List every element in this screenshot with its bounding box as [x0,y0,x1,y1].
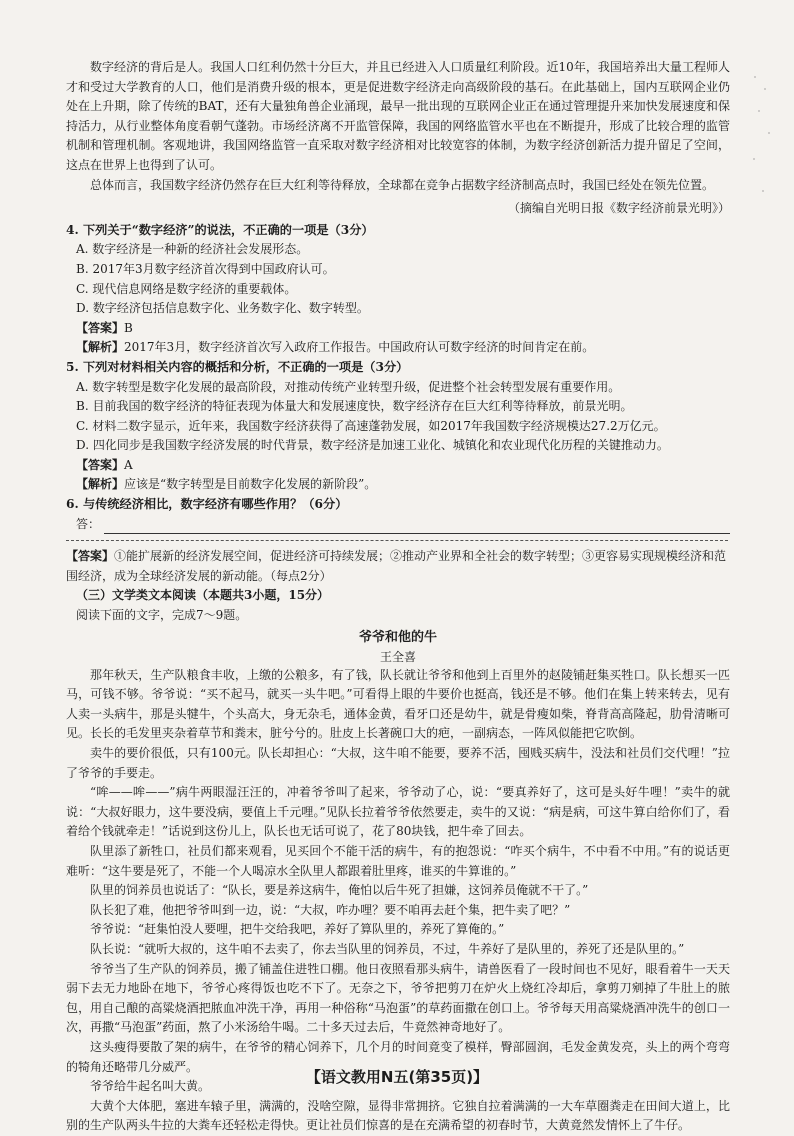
answer-value: B [124,320,133,335]
story-paragraph: 这头瘦得要散了架的病牛，在爷爷的精心饲养下，几个月的时间竟变了模样，臀部圆润，毛发金黄发亮，头上的两个弯弯的犄角还略带几分威严。 [66,1039,730,1074]
question-4-option-a: A. 数字经济是一种新的经济社会发展形态。 [76,242,309,257]
answer-blank [104,518,730,534]
story-paragraph: 爷爷当了生产队的饲养员，搬了铺盖住进牲口棚。他日夜照看那头病牛，请兽医看了一段时间也不见好，眼看着牛一天天弱下去无力地卧在地下，爷爷心疼得饭也吃不下了。无奈之下，爷爷把剪刀在炉火上烧红冷却后，拿剪刀剜掉了牛肚上的脓包，用自己酿的高粱烧酒把脓血冲洗干净，再用一种俗称“马泡蛋”的草药面撒在创口上。爷爷每天用高粱烧酒冲洗牛的创口一次，再撒“马泡蛋”药面，熬了小米汤给牛喝。二十多天过去后，牛竟然神奇地好了。 [66,961,730,1035]
story-paragraph: 那年秋天，生产队粮食丰收，上缴的公粮多，有了钱，队长就让爷爷和他到上百里外的赵陵铺赶集买牲口。队长想买一匹马，可钱不够。爷爷说：“买不起马，就买一头牛吧。”可看得上眼的牛要价也挺高，钱还是不够。他们在集上转来转去，见有人卖一头病牛，那是头犍牛，个头高大，身无杂毛，通体金黄，看牙口还是幼牛，就是骨瘦如柴，脊背高高隆起，肋骨清晰可见。长长的毛发里夹杂着草节和粪末，脏兮兮的。肚皮上长著碗口大的疤，一副病态，一阵风似能把它吹倒。 [66,667,730,741]
answer-tag: 【答案】 [76,320,125,335]
question-5-option-c: C. 材料二数字显示，近年来，我国数字经济获得了高速蓬勃发展，如2017年我国数字经济规模达27.2万亿元。 [76,418,666,433]
story-paragraph: 爷爷说：“赶集怕没人要哩，把牛交给我吧，养好了算队里的，养死了算俺的。” [90,922,505,937]
question-5-analysis [66,475,730,495]
question-5 [66,358,730,495]
question-6-stem: 6. 与传统经济相比，数字经济有哪些作用？（6分） [66,497,348,512]
analysis-text: 2017年3月，数字经济首次写入政府工作报告。中国政府认可数字经济的时间肯定在前。 [124,340,595,355]
question-5-option-d: D. 四化同步是我国数字经济发展的时代背景，数字经济是加速工业化、城镇化和农业现代化历程的关键推动力。 [76,438,669,453]
question-4-option-b: B. 2017年3月数字经济首次得到中国政府认可。 [76,261,335,276]
analysis-tag: 【解析】 [76,477,125,492]
page-footer [0,1066,794,1087]
divider [66,540,728,541]
answer-label: 答： [76,516,101,531]
question-6 [66,495,730,586]
article-paragraph-1: 数字经济的背后是人。我国人口红利仍然十分巨大，并且已经进入人口质量红利阶段。近10年，我国培养出大量工程师人才和受过大学教育的人口，他们是消费升级的根本，更是促进数字经济走向高级阶段的基石。在此基础上，国内互联网企业仍处在上升期，除了传统的BAT，还有大量独角兽企业涌现，最早一批出现的互联网企业正在通过管理提升来加快发展速度和保持活力，从行业整体角度看朝气蓬勃。市场经济离不开监管保障，我国的网络监管水平也在不断提升，形成了比较合理的监管机制和管理机制。客观地讲，我国网络监管一直采取对数字经济相对比较宽容的体制，为数字经济创新活力提升留足了空间，这点在世界上也得到了认可。 [66,60,730,172]
analysis-tag: 【解析】 [76,340,125,355]
question-4 [66,221,730,358]
analysis-text: 应该是“数字转型是目前数字化发展的新阶段”。 [124,477,377,492]
answer-text: ①能扩展新的经济发展空间，促进经济可持续发展；②推动产业界和全社会的数字转型；③更容易实现规模经济和范围经济，成为全球经济发展的新动能。（每点2分） [66,549,727,583]
scan-noise [750,70,776,230]
question-4-option-d: D. 数字经济包括信息数字化、业务数字化、数字转型。 [76,301,369,316]
question-6-answer-line [66,515,730,535]
story-paragraph: 队里的饲养员也说话了：“队长，要是养这病牛，俺怕以后牛死了担嫌，这饲养员俺就不干了。” [90,883,589,898]
question-5-stem: 5. 下列对材料相关内容的概括和分析，不正确的一项是（3分） [66,359,409,374]
section-instruction: 阅读下面的文字，完成7～9题。 [76,608,248,623]
story-paragraph: 卖牛的要价很低，只有100元。队长却担心：“大叔，这牛咱不能要，要养不活，囤贱买病牛，没法和社员们交代哩！”拉了爷爷的手要走。 [66,746,730,780]
answer-tag: 【答案】 [76,457,125,472]
question-4-analysis [66,338,730,358]
question-5-option-b: B. 目前我国的数字经济的特征表现为体量大和发展速度快，数字经济存在巨大红利等待释放，前景光明。 [76,399,633,414]
story-paragraph: 爷爷给牛起名叫大黄。 [90,1079,211,1094]
story-author: 王全喜 [379,649,416,664]
answer-value: A [124,457,133,472]
story-title: 爷爷和他的牛 [358,629,437,645]
question-4-answer [66,319,730,339]
story-paragraph: 队长犯了难，他把爷爷叫到一边，说：“大叔，咋办哩？要不咱再去赶个集，把牛卖了吧？” [90,902,571,917]
article-source: （摘编自光明日报《数字经济前景光明》） [507,201,730,216]
story-paragraph: “哞——哞——”病牛两眼湿汪汪的，冲着爷爷叫了起来，爷爷动了心，说：“要真养好了，这可是头好牛哩！”卖牛的就说：“大叔好眼力，这牛要没病，要值上千元哩。”见队长拉着爷爷依然要走，卖牛的又说：“病是病，可这牛算白给你们了，看着给个钱就牵走！”话说到这份儿上，队长也无话可说了，花了80块钱，把牛牵了回去。 [66,785,730,839]
story-paragraph: 大黄个大体肥，塞进车辕子里，满满的，没啥空隙，显得非常拥挤。它独自拉着满满的一大车草圈粪走在田间大道上，比别的生产队两头牛拉的大粪车还轻松走得快。更让社员们惊喜的是在充满希望的初春时节，大黄竟然发情怀上了牛仔。 [66,1098,730,1133]
story-paragraph: 队里添了新牲口，社员们都来观看，见买回个不能干活的病牛，有的抱怨说：“咋买个病牛，不中看不中用。”有的说话更难听：“这牛要是死了，不能一个人喝凉水全队里人都跟着肚里疼，谁买的牛算谁的。” [66,843,730,878]
question-4-option-c: C. 现代信息网络是数字经济的重要载体。 [76,281,297,296]
article-paragraph-2: 总体而言，我国数字经济仍然存在巨大红利等待释放，全球都在竞争占据数字经济制高点时，我国已经处在领先位置。 [90,177,715,192]
section-heading: （三）文学类文本阅读（本题共3小题，15分） [76,588,330,603]
story-paragraph: 队长说：“就听大叔的，这牛咱不去卖了，你去当队里的饲养员，不过，牛养好了是队里的，养死了还是队里的。” [90,941,685,956]
footer-label: 【语文教用N五(第35页)】 [305,1068,489,1086]
question-6-answer [66,547,730,586]
question-4-stem: 4. 下列关于“数字经济”的说法，不正确的一项是（3分） [66,222,374,237]
question-5-option-a: A. 数字转型是数字化发展的最高阶段，对推动传统产业转型升级，促进整个社会转型发展有重要作用。 [76,379,621,394]
answer-tag: 【答案】 [66,549,115,564]
question-5-answer [66,456,730,476]
